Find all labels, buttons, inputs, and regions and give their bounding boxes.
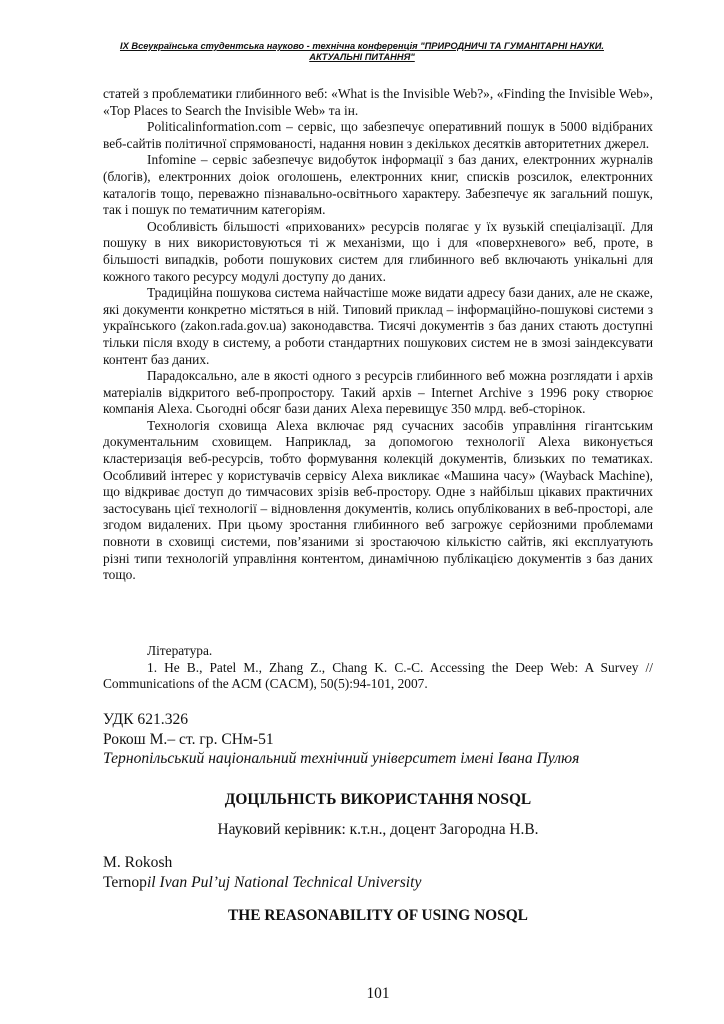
- paragraph-7: Технологія сховища Alexa включає ряд сучасних засобів управління гігантським документальним сховищем. Наприклад, за допомогою технології Alexa виконується кластеризація веб-ресурсів, тобто формування колекцій документів, близьких по тематиках. Особливий інтерес у користувачів сервісу Alexa викликає «Машина часу» (Wayback Machine), що відкриває доступ до тимчасових зрізів веб-простору. Одне з найбільш цікавих практичних застосувань цієї технології – відновлення документів, колись опублікованих в веб-просторі, але згодом видалених. При цьому зростання глибинного веб загрожує серйозними проблемами повноти в сховищі системи, пов’язаними зі зростаючою кількістю сайтів, які експлуатують різні типи технологій управління контентом, динамічною публікацією документів з баз даних тощо.: [103, 417, 653, 583]
- literature-section: [103, 643, 653, 693]
- affiliation-line: Тернопільський національний технічний університет імені Івана Пулюя: [103, 750, 580, 768]
- header-line-2: АКТУАЛЬНІ ПИТАННЯ": [309, 52, 415, 62]
- conference-header: [104, 41, 620, 63]
- article-title-en: THE REASONABILITY OF USING NOSQL: [228, 907, 528, 924]
- article-title-uk: ДОЦІЛЬНІСТЬ ВИКОРИСТАННЯ NOSQL: [224, 791, 532, 808]
- reference-1: 1. He B., Patel M., Zhang Z., Chang K. C.-C. Accessing the Deep Web: A Survey // Communications of the ACM (CACM), 50(5):94-101, 2007.: [103, 659, 653, 692]
- article-body: [103, 86, 653, 584]
- paragraph-5: Традиційна пошукова система найчастіше може видати адресу бази даних, але не скаже, які документи конкретно містяться в ній. Типовий приклад – інформаційно-пошукові системи з українського (zakon.rada.gov.ua) законодавства. Тисячі документів з баз даних стають доступні тільки після входу в систему, а роботи стандартних пошукових систем не в змозі заіндексувати контент баз даних.: [103, 285, 653, 367]
- author-en: M. Rokosh: [103, 854, 173, 871]
- paragraph-4: Особливість більшості «прихованих» ресурсів полягає у їх вузькій спеціалізації. Для пошуку в них використовуються ті ж механізми, що і для «поверхневого» веб, проте, в більшості випадків, роботи пошукових систем для глибинного веб включають унікальні для кожного такого ресурсу модулі доступу до даних.: [103, 218, 653, 284]
- english-meta: [103, 853, 663, 892]
- author-line: Рокош М.– ст. гр. СНм-51: [103, 730, 274, 748]
- udc-code: УДК 621.326: [103, 711, 189, 728]
- next-article-meta: [103, 710, 663, 769]
- page-number: 101: [366, 985, 390, 1002]
- paragraph-3: Infomine – сервіс забезпечує видобуток інформації з баз даних, електронних журналів (блогів), електронних доіок оголошень, електронних книг, списків розсилок, електронних каталогів тощо, переважно пізнавально-освітнього характеру. Забезпечує як загальний пошук, так і пошук по тематичним категоріям.: [103, 152, 653, 218]
- supervisor-line: Науковий керівник: к.т.н., доцент Загородна Н.В.: [217, 821, 539, 838]
- affiliation-en-plain: Ternop: [103, 873, 147, 891]
- paragraph-1: статей з проблематики глибинного веб: «What is the Invisible Web?», «Finding the Invisible Web», «Top Places to Search the Invisible Web» та ін.: [103, 86, 653, 118]
- paragraph-6: Парадоксально, але в якості одного з ресурсів глибинного веб можна розглядати і архів матеріалів відкритого веб-пропростору. Такий архів – Internet Archive з 1996 року створює компанія Alexa. Сьогодні обсяг бази даних Alexa перевищує 350 млрд. веб-сторінок.: [103, 368, 653, 417]
- affiliation-en-italic: il Ivan Pul’uj National Technical University: [146, 873, 422, 891]
- literature-heading: Література.: [147, 643, 213, 658]
- header-line-1: IX Всеукраїнська студентська науково - технічна конференція "ПРИРОДНИЧІ ТА ГУМАНІТАРНІ НАУКИ.: [119, 41, 604, 51]
- affiliation-en: [103, 873, 663, 893]
- paragraph-2: Politicalinformation.com – сервіс, що забезпечує оперативний пошук в 5000 відібраних веб-сайтів політичної спрямованості, надання новин з декількох десятків авторитетних джерел.: [103, 119, 653, 151]
